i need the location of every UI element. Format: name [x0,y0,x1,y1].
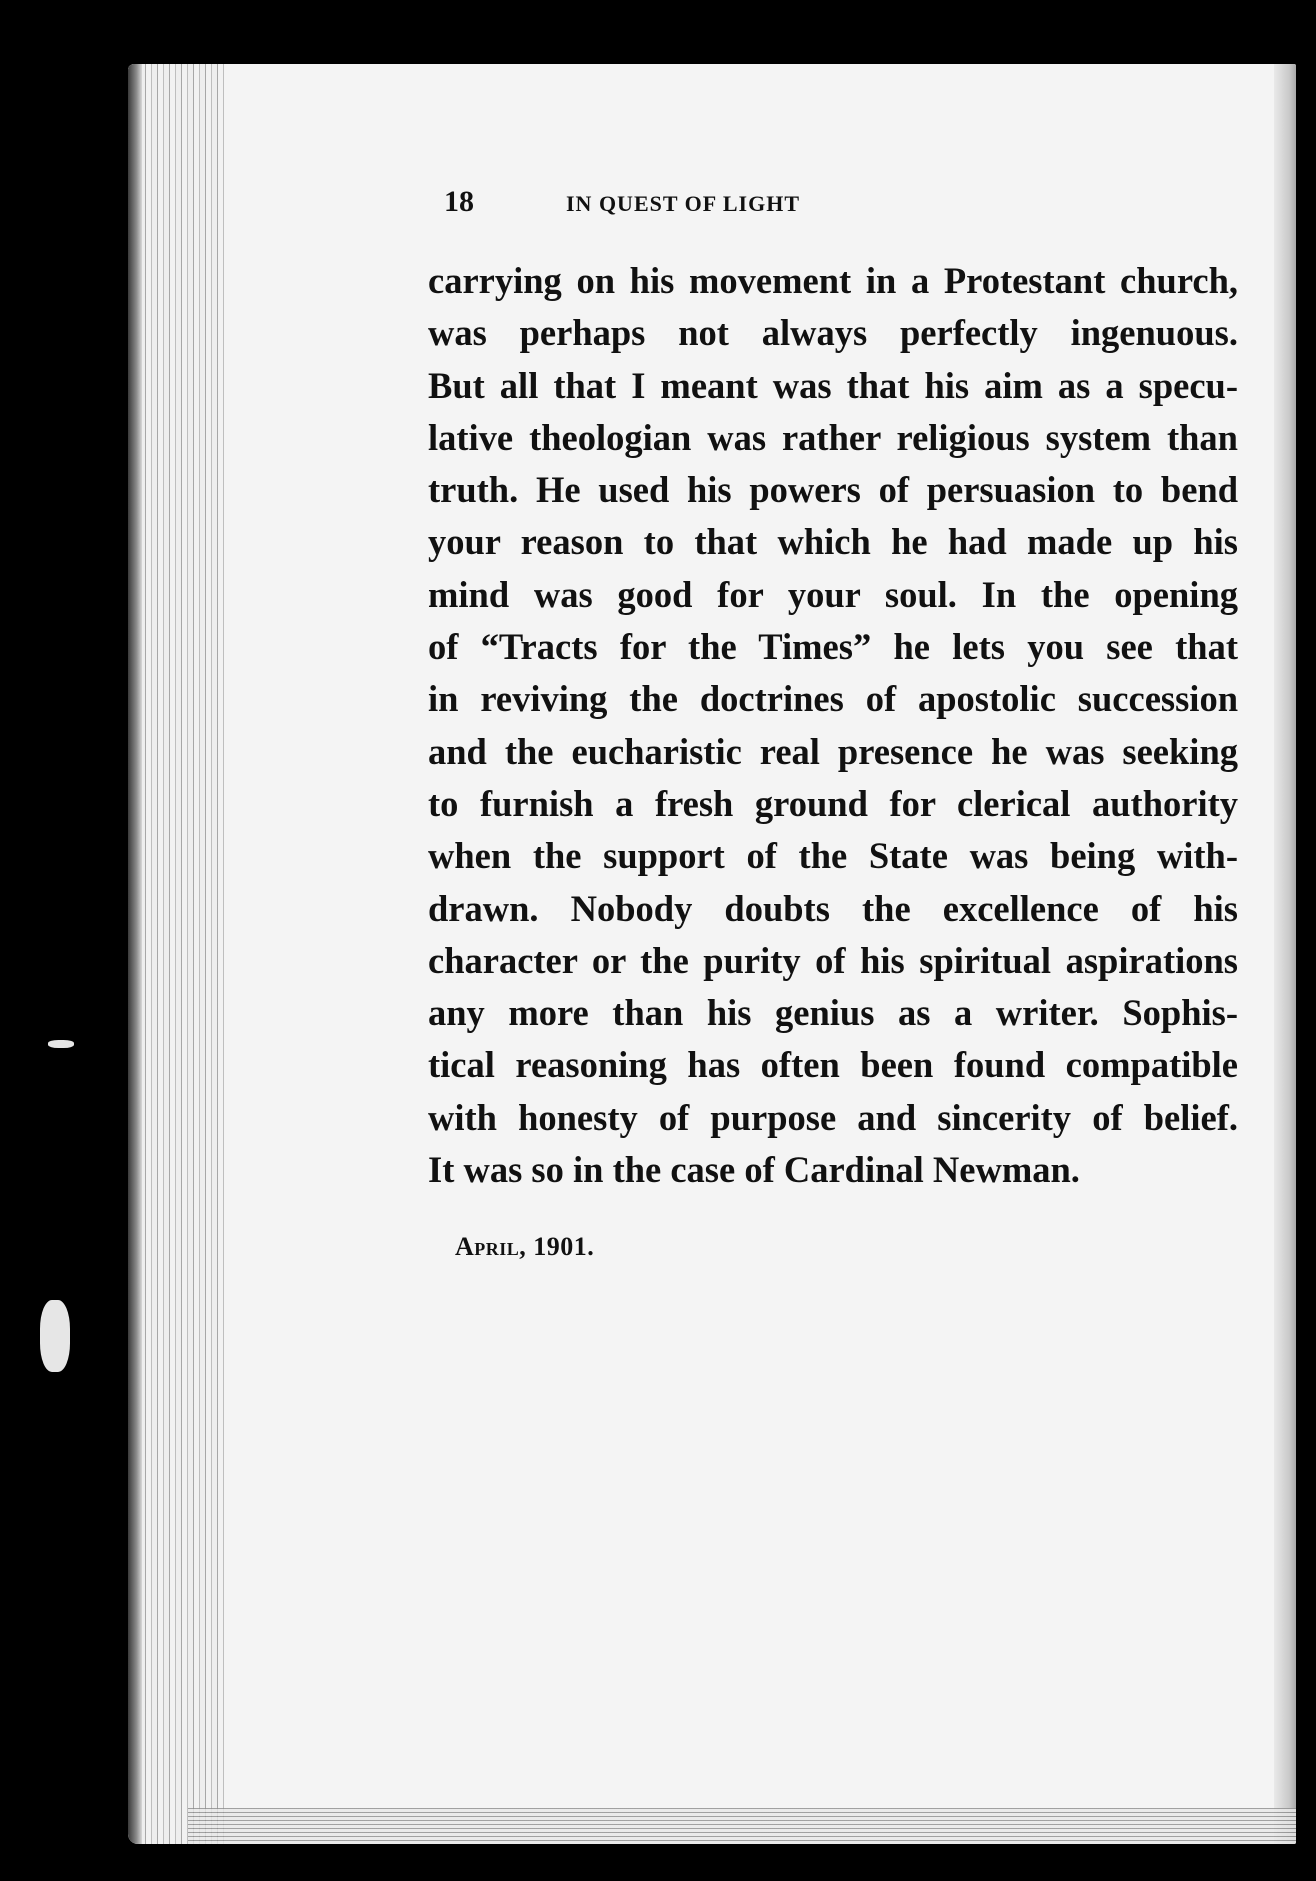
text-line: with honesty of purpose and sincerity of belief. [428,1096,1238,1138]
text-line: lative theologian was rather religious system than [428,416,1238,458]
text-line: character or the purity of his spiritual aspirations [428,939,1238,981]
text-line: drawn. Nobody doubts the excellence of his [428,887,1238,929]
text-line: and the eucharistic real presence he was seeking [428,730,1238,772]
dateline: April, 1901. [455,1232,595,1261]
margin-mark [48,1040,74,1048]
text-line: any more than his genius as a writer. Sophis- [428,992,1238,1034]
text-line: But all that I meant was that his aim as a specu- [428,364,1238,406]
page-number: 18 [444,185,474,218]
text-line: mind was good for your soul. In the opening [428,573,1238,615]
text-line: tical reasoning has often been found compatible [428,1044,1238,1086]
page-edges [128,64,224,1844]
right-page-edge [1274,64,1296,1844]
margin-mark [40,1300,70,1372]
spine-shadow [128,64,142,1844]
text-line: your reason to that which he had made up his [428,521,1238,563]
text-line: when the support of the State was being with- [428,835,1238,877]
text-line: of “Tracts for the Times” he lets you see that [428,626,1238,668]
running-title: IN QUEST OF LIGHT [566,191,801,216]
running-head [444,182,984,222]
text-line: truth. He used his powers of persuasion to bend [428,469,1238,511]
bottom-page-edge [188,1808,1296,1844]
text-line: to furnish a fresh ground for clerical authority [428,782,1238,824]
text-line: was perhaps not always perfectly ingenuous. [428,312,1238,354]
body-text [428,255,1238,1196]
text-line: in reviving the doctrines of apostolic succession [428,678,1238,720]
text-line: It was so in the case of Cardinal Newman. [428,1149,1080,1191]
text-line: carrying on his movement in a Protestant church, [428,260,1238,301]
